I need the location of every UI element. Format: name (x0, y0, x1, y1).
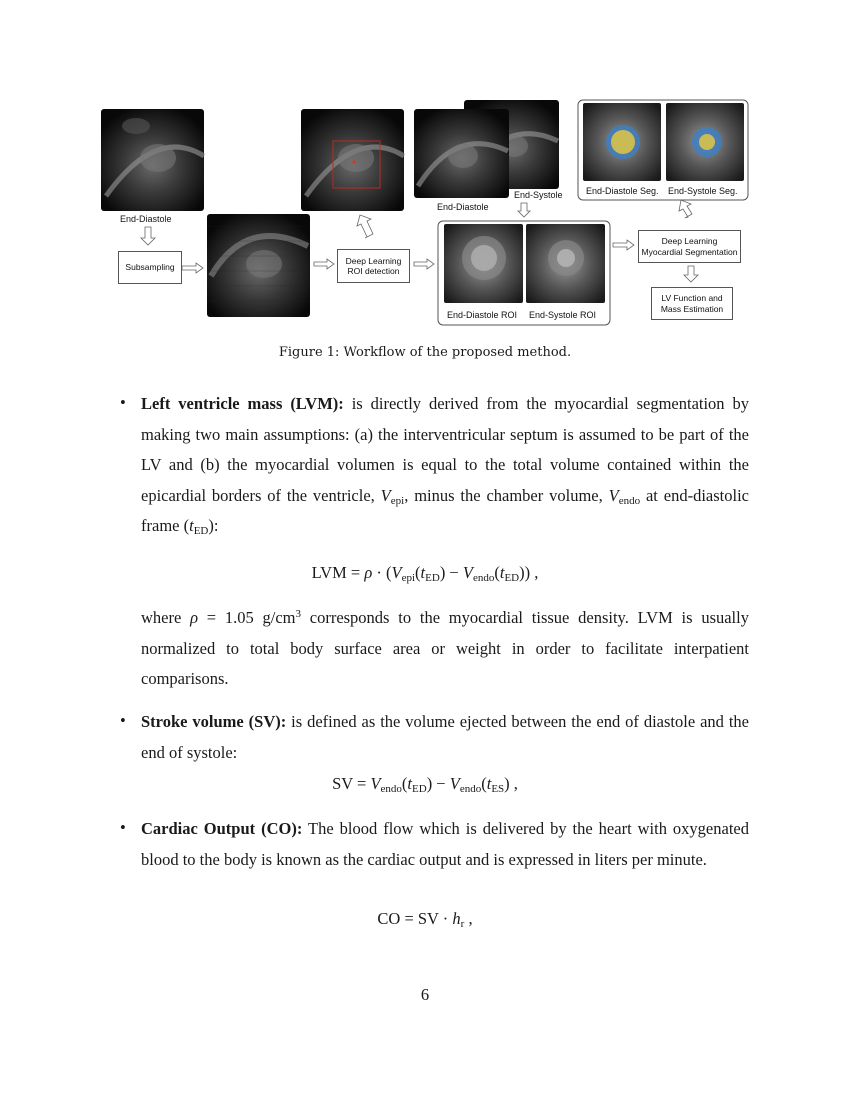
segmentation-images-group (578, 100, 748, 200)
eq-t: t (407, 774, 413, 793)
eq-rho: ρ (364, 563, 373, 582)
mri-image-end-diastole-full (414, 109, 509, 198)
eq-part: ) , (504, 774, 518, 793)
label-end-diastole-top: End-Diastole (120, 214, 172, 224)
eq-lvm-lhs: LVM = (311, 563, 365, 582)
lvm-after-cube: 3 (295, 608, 301, 620)
label-es-seg: End-Systole Seg. (668, 186, 738, 196)
co-equation (0, 909, 850, 929)
eq-part: , (464, 909, 473, 928)
eq-t: t (486, 774, 492, 793)
mri-image-end-diastole (101, 109, 204, 211)
lvm-epi-sub: epi (390, 494, 405, 507)
lvm-ed-sub: ED (193, 525, 209, 538)
label-end-diastole-mid: End-Diastole (437, 202, 489, 212)
eq-sub: ED (504, 572, 520, 584)
sv-title: Stroke volume (SV): (141, 712, 287, 731)
eq-part: ( (494, 563, 500, 582)
segmentation-line1: Deep Learning (661, 236, 718, 247)
eq-sub: endo (380, 783, 402, 795)
eq-sub: endo (459, 783, 482, 795)
co-paragraph (141, 814, 749, 875)
eq-sub: endo (472, 572, 495, 584)
lvm-after-1: where (141, 608, 191, 627)
roi-detection-line2: ROI detection (347, 266, 400, 276)
roi-detection-box (337, 249, 410, 283)
segmentation-box (638, 230, 741, 263)
lvm-after-paragraph (141, 603, 749, 695)
segmentation-line2: Myocardial Segmentation (641, 246, 738, 257)
figure-caption: Figure 1: Workflow of the proposed method. (278, 345, 572, 360)
eq-part: ( (415, 563, 421, 582)
eq-sub-r: r (460, 918, 465, 930)
eq-v: V (462, 563, 473, 582)
bullet-lvm: • (120, 393, 126, 412)
eq-t: t (499, 563, 505, 582)
lvm-t: t (189, 516, 194, 536)
arrow-down-1 (141, 227, 155, 245)
lvm-v-endo: V (608, 485, 619, 505)
lvm-text-3: at end-diastolic frame ( (141, 485, 749, 536)
subsampling-box: Subsampling (118, 251, 182, 284)
arrow-up-2 (679, 200, 692, 218)
label-ed-seg: End-Diastole Seg. (586, 186, 659, 196)
eq-sub: epi (401, 572, 416, 584)
mri-image-subsampled (207, 214, 310, 317)
eq-part: ( (481, 774, 487, 793)
lvm-text-4: ): (208, 516, 219, 536)
eq-part: )) , (519, 563, 539, 582)
roi-detection-line1: Deep Learning (345, 255, 402, 266)
label-ed-roi: End-Diastole ROI (447, 310, 518, 320)
arrow-right-4 (613, 240, 634, 250)
eq-co-lhs: CO = SV · (377, 909, 453, 928)
eq-sub: ES (491, 783, 505, 795)
eq-sub: ED (425, 572, 440, 584)
label-es-roi: End-Systole ROI (529, 310, 597, 320)
eq-part: ( (401, 774, 408, 793)
eq-part: ) − (426, 774, 450, 793)
eq-h: h (452, 909, 461, 928)
eq-part: ) − (439, 563, 463, 582)
eq-sv-lhs: SV = (332, 774, 371, 793)
lvm-after-rho: ρ (190, 608, 198, 627)
label-end-systole-mid: End-Systole (514, 190, 563, 200)
lvm-after-3: corresponds to the myocardial tissue density. LVM is usually normalized to total body surface area or weight in order to facilitate interpatient comparisons. (141, 608, 749, 689)
workflow-figure (96, 96, 756, 336)
eq-part: · ( (372, 563, 392, 582)
sv-text: is defined as the volume ejected between the end of diastole and the end of systole: (141, 712, 749, 762)
eq-v: V (370, 774, 381, 793)
eq-v: V (449, 774, 460, 793)
lvm-endo-sub: endo (618, 494, 641, 507)
arrow-down-2 (518, 203, 530, 217)
lv-function-box (651, 287, 733, 320)
lvm-paragraph (141, 389, 749, 542)
eq-t: t (420, 563, 426, 582)
sv-paragraph (141, 707, 749, 768)
bullet-sv: • (120, 711, 126, 730)
bullet-co: • (120, 818, 126, 837)
co-text: The blood flow which is delivered by the heart with oxygenated blood to the body is known as the cardiac output and is expressed in liters per minute. (141, 819, 749, 869)
page-number: 6 (420, 985, 430, 1004)
arrow-up-1 (357, 215, 373, 238)
arrow-right-2 (314, 259, 334, 269)
sv-equation (0, 774, 850, 794)
arrow-right-3 (414, 259, 434, 269)
eq-sub: ED (412, 783, 427, 795)
lvm-after-2: = 1.05 g/cm (198, 608, 296, 627)
lv-function-line2: Mass Estimation (660, 303, 724, 314)
lvm-text-2: , minus the chamber volume, (404, 485, 609, 505)
lvm-equation (0, 563, 850, 583)
lvm-title: Left ventricle mass (LVM): (141, 394, 344, 413)
co-title: Cardiac Output (CO): (141, 819, 303, 838)
arrow-down-3 (684, 266, 698, 282)
lv-function-line1: LV Function and (661, 293, 723, 304)
eq-v: V (391, 563, 402, 582)
lvm-v-epi: V (380, 485, 391, 505)
mri-image-roi-detected (301, 109, 404, 211)
lvm-text-1: is directly derived from the myocardial segmentation by making two main assumptions: (a) the interventricular septum is assumed to be part of the LV and (b) the myocardial volumen is equal to the total volume contained within the epicardial borders of the ventricle, (141, 394, 749, 505)
arrow-right-1 (182, 263, 203, 273)
